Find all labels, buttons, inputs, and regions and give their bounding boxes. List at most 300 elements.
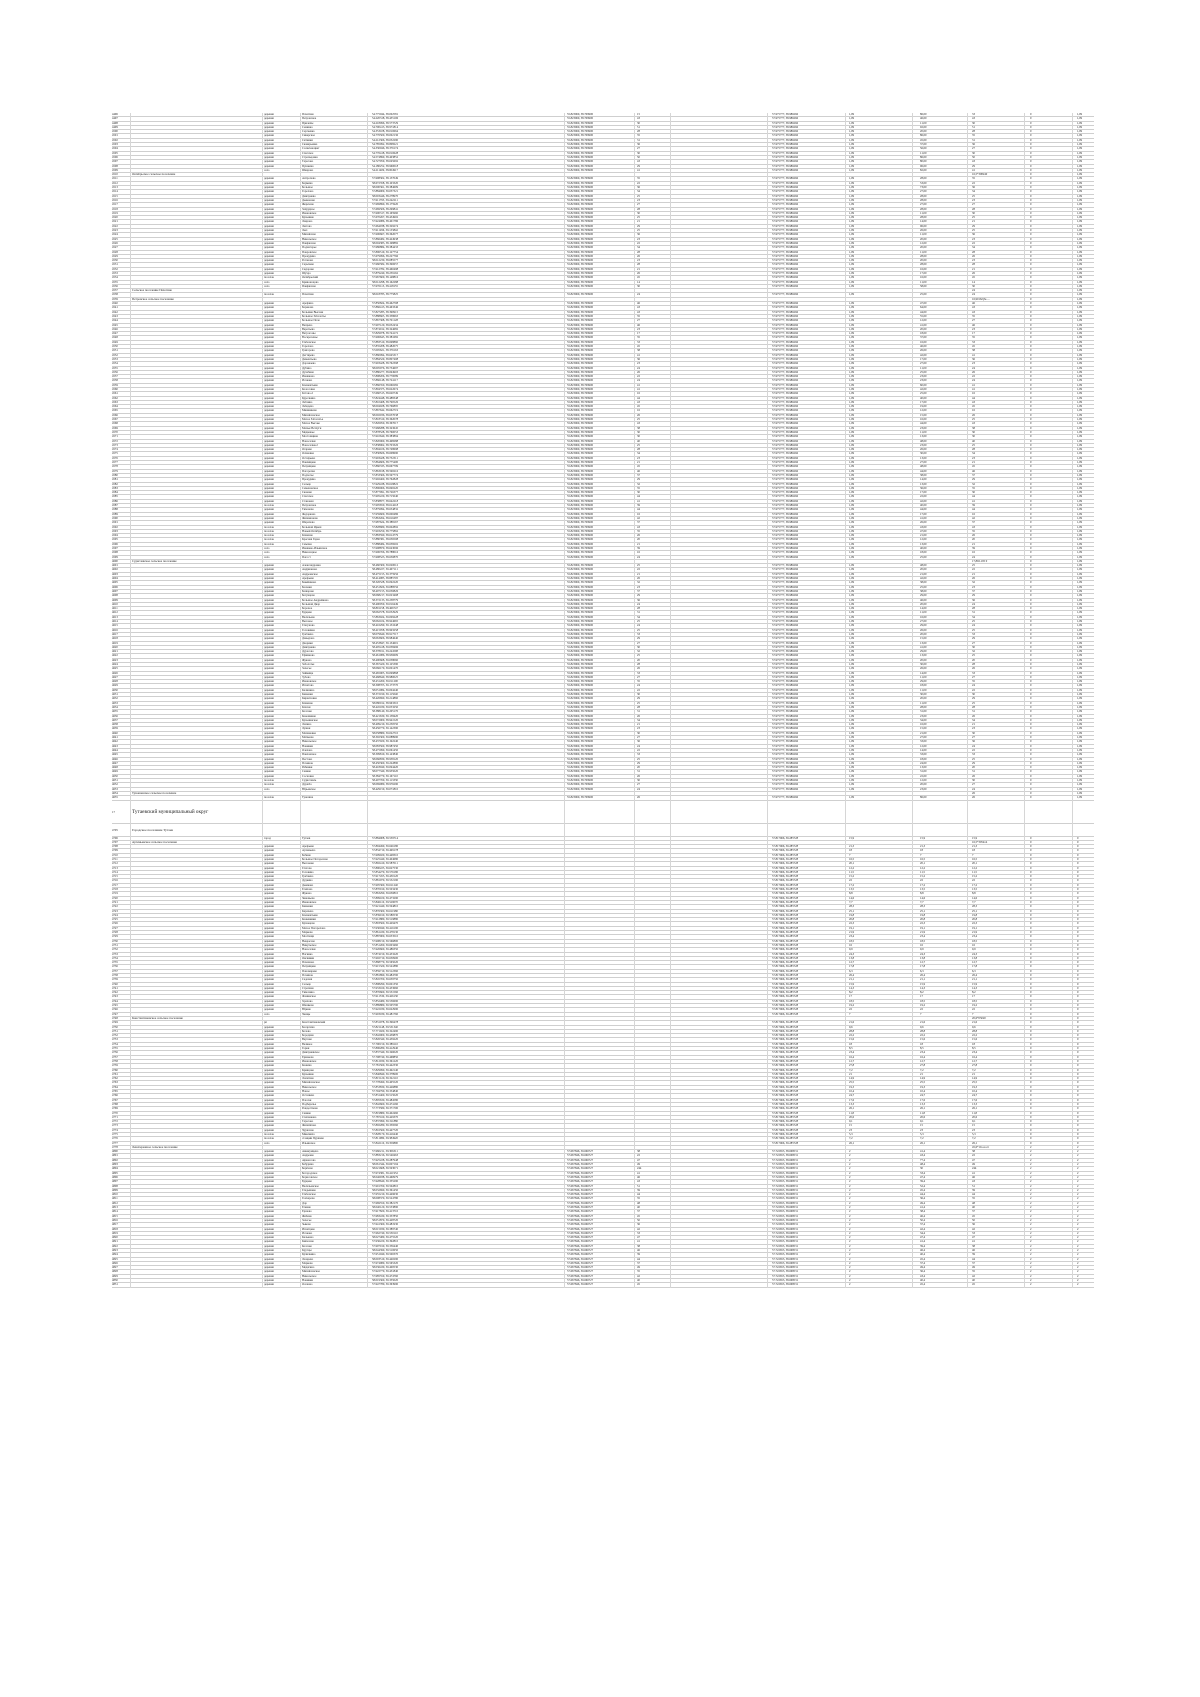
value-cell: 0 xyxy=(1030,1120,1050,1123)
coordinates-cell: 57.863290, 39.630810 xyxy=(372,892,462,895)
value-cell: 0 xyxy=(1030,169,1050,172)
district-center-coordinates-cell: 57.722653, 38.668531 xyxy=(772,1180,842,1183)
center-coordinates-cell: 57.667846, 39.666727 xyxy=(567,1266,637,1269)
value-cell: 30 xyxy=(972,646,1002,649)
value-cell: 1,09 xyxy=(849,629,869,632)
row-id-cell: 4552 xyxy=(112,354,130,357)
value-cell: 26 xyxy=(972,775,1002,778)
center-coordinates-cell: 55.823060, 38.709900 xyxy=(567,594,637,597)
value-cell: 17,00 xyxy=(920,491,950,494)
value-cell: 0 xyxy=(1030,693,1050,696)
coordinates-cell: 57.912880, 39.519880 xyxy=(372,918,462,921)
row-id-cell: 4591 xyxy=(112,521,130,524)
row-id-cell: 4534 xyxy=(112,276,130,279)
value-cell: 19,2 xyxy=(849,1004,869,1007)
district-center-coordinates-cell: 57.975777, 38.986266 xyxy=(772,564,842,567)
value-cell: 1,09 xyxy=(849,276,869,279)
coordinates-cell: 54.353108, 38.010664 xyxy=(372,130,462,133)
value-cell: 15,2 xyxy=(920,875,950,878)
coordinates-cell: 54.775044, 38.002581 xyxy=(372,113,462,116)
row-id-cell: 4744 xyxy=(112,1000,130,1003)
district-center-coordinates-cell: 57.722653, 38.668531 xyxy=(772,1206,842,1209)
row-id-cell: 4616 xyxy=(112,629,130,632)
value-cell: 92,00 xyxy=(920,126,950,129)
row-id-cell: 4627 xyxy=(112,676,130,679)
district-center-coordinates-cell: 57.975777, 38.986266 xyxy=(772,517,842,520)
value-cell: 1,09 xyxy=(1077,276,1097,279)
value-cell: 1,09 xyxy=(1077,143,1097,146)
value-cell: 34 xyxy=(972,616,1002,619)
row-id-cell: 4601 xyxy=(112,564,130,567)
value-cell: 0 xyxy=(1077,935,1097,938)
value-cell: 26,00 xyxy=(920,667,950,670)
settlement-name-cell: Лазарево xyxy=(302,1258,362,1261)
grid-divider xyxy=(967,113,968,1288)
settlement-name-cell: Козлово xyxy=(302,1245,362,1248)
row-id-cell: 4606 xyxy=(112,586,130,589)
settlement-type-cell: деревня xyxy=(264,1000,300,1003)
center-coordinates-cell: 55.823060, 38.709900 xyxy=(567,491,637,494)
center-coordinates-cell: 55.823060, 38.709900 xyxy=(567,113,637,116)
settlement-name-cell: Прокудино xyxy=(302,255,362,258)
district-center-coordinates-cell: 57.975777, 38.986266 xyxy=(772,736,842,739)
district-center-coordinates-cell: 57.975777, 38.986266 xyxy=(772,624,842,627)
value-cell: 1,09 xyxy=(849,672,869,675)
value-cell: 41,4 xyxy=(920,1206,950,1209)
distance-cell: 38 xyxy=(637,427,667,430)
spreadsheet-table xyxy=(112,113,1094,1288)
value-cell: 1,09 xyxy=(849,199,869,202)
value-cell: 2 xyxy=(1030,1253,1050,1256)
settlement-name-cell: Подберезье xyxy=(302,1103,362,1106)
coordinates-cell: 57.997120, 38.032434 xyxy=(372,324,462,327)
value-cell: 1,09 xyxy=(849,311,869,314)
value-cell: 1,09 xyxy=(1077,147,1097,150)
settlement-name-cell: Боровое xyxy=(302,607,362,610)
district-center-coordinates-cell: 57.975777, 38.986266 xyxy=(772,672,842,675)
settlement-type-cell: деревня xyxy=(264,440,300,443)
row-id-cell: 4500 xyxy=(112,130,130,133)
coordinates-cell: 57.976113, 38.418155 xyxy=(372,285,462,288)
settlement-type-cell: деревня xyxy=(264,1159,300,1162)
coordinates-cell: 57.903250, 38.775862 xyxy=(372,530,462,533)
value-cell: 25 xyxy=(972,620,1002,623)
value-cell: 86,00 xyxy=(920,113,950,116)
center-coordinates-cell: 55.823060, 38.709900 xyxy=(567,169,637,172)
coordinates-cell: 58.407155, 39.050826 xyxy=(372,590,462,593)
distance-cell: 31 xyxy=(637,139,667,142)
settlement-type-cell: деревня xyxy=(264,229,300,232)
row-id-cell: 4592 xyxy=(112,526,130,529)
district-center-coordinates-cell: 57.722653, 38.668531 xyxy=(772,1159,842,1162)
value-cell: 0 xyxy=(1077,1116,1097,1119)
value-cell: 36 xyxy=(972,740,1002,743)
settlement-name-cell: Роганово xyxy=(302,259,362,262)
coordinates-cell: 57.845700, 39.639750 xyxy=(372,978,462,981)
value-cell: 1,09 xyxy=(1077,513,1097,516)
settlement-name-cell: Дулебино xyxy=(302,371,362,374)
coordinates-cell: 58.429150, 39.071810 xyxy=(372,788,462,791)
value-cell: 17,6 xyxy=(920,1099,950,1102)
value-cell: 2 xyxy=(849,1253,869,1256)
district-center-coordinates-cell: 57.975777, 38.986266 xyxy=(772,190,842,193)
value-cell: 0 xyxy=(1030,957,1050,960)
value-cell: 0 xyxy=(1077,901,1097,904)
row-id-cell: 4515 xyxy=(112,195,130,198)
value-cell: 2 xyxy=(1030,1283,1050,1286)
settlement-type-cell: деревня xyxy=(264,379,300,382)
value-cell: 0 xyxy=(1030,577,1050,580)
distance-cell: 27 xyxy=(637,642,667,645)
row-id-cell: 4770 xyxy=(112,1112,130,1115)
district-center-coordinates-cell: 57.975777, 38.986266 xyxy=(772,607,842,610)
value-cell: 1,09 xyxy=(1077,354,1097,357)
distance-cell: 25 xyxy=(637,620,667,623)
value-cell: 0 xyxy=(1077,1051,1097,1054)
row-id-cell: 4705 xyxy=(112,824,130,836)
settlement-name-cell: Павлищево xyxy=(302,461,362,464)
row-id-cell: 4766 xyxy=(112,1094,130,1097)
district-center-coordinates-cell: 57.975777, 38.986266 xyxy=(772,418,842,421)
district-center-coordinates-cell: 57.817966, 39.285728 xyxy=(772,1004,842,1007)
value-cell: 0 xyxy=(1030,875,1050,878)
coordinates-cell: 57.819880, 39.402460 xyxy=(372,1112,462,1115)
value-cell: 27,00 xyxy=(920,362,950,365)
district-center-coordinates-cell: 57.975777, 38.986266 xyxy=(772,367,842,370)
center-coordinates-cell: 55.823060, 38.709900 xyxy=(567,401,637,404)
grid-divider xyxy=(670,113,671,1288)
value-cell: 0 xyxy=(1030,405,1050,408)
value-cell: 7,2 xyxy=(849,1069,869,1072)
value-cell: 28,8 xyxy=(920,1030,950,1033)
district-center-coordinates-cell: 57.975777, 38.986266 xyxy=(772,139,842,142)
value-cell: 1,09 xyxy=(1077,603,1097,606)
coordinates-cell: 58.062578, 39.052929 xyxy=(372,611,462,614)
value-cell: 11,00 xyxy=(920,152,950,155)
settlement-name-cell: Малое Заболотье xyxy=(302,418,362,421)
district-center-coordinates-cell: 57.975777, 38.986266 xyxy=(772,740,842,743)
distance-cell: 22 xyxy=(637,182,667,185)
coordinates-cell: 57.881890, 39.484790 xyxy=(372,974,462,977)
value-cell: 17,8 xyxy=(920,965,950,968)
district-center-coordinates-cell: 57.817966, 39.285728 xyxy=(772,1051,842,1054)
value-cell: 22,3 xyxy=(920,922,950,925)
district-center-coordinates-cell: 57.722653, 38.668531 xyxy=(772,1283,842,1286)
settlement-name-cell: Карачево xyxy=(302,910,362,913)
settlement-name-cell: Клементьево xyxy=(302,914,362,917)
value-cell: 14,3 xyxy=(849,987,869,990)
center-coordinates-cell: 55.823060, 38.709900 xyxy=(567,233,637,236)
value-cell: 64,00 xyxy=(920,306,950,309)
value-cell: 22 xyxy=(972,749,1002,752)
value-cell: 77,4 xyxy=(920,1159,950,1162)
settlement-type-cell: деревня xyxy=(264,457,300,460)
value-cell: 11,00 xyxy=(920,431,950,434)
value-cell: 28 xyxy=(972,263,1002,266)
value-cell: 16 xyxy=(849,944,869,947)
distance-cell: 28 xyxy=(637,251,667,254)
coordinates-cell: 58.068217, 39.023408 xyxy=(372,594,462,597)
value-cell: 0 xyxy=(1030,897,1050,900)
settlement-type-cell: поселок xyxy=(264,779,300,782)
coordinates-cell: 58.036430, 39.400530 xyxy=(372,1266,462,1269)
value-cell: 1,09 xyxy=(1077,134,1097,137)
district-center-coordinates-cell: 57.817966, 39.285728 xyxy=(772,965,842,968)
value-cell: 96,00 xyxy=(920,165,950,168)
value-cell: 16,4 xyxy=(972,1056,1002,1059)
row-id-cell: 4708 xyxy=(112,845,130,848)
settlement-name-cell: Скаварьевка xyxy=(302,143,362,146)
settlement-type-cell: поселок xyxy=(264,1137,300,1140)
value-cell: 40,00 xyxy=(920,547,950,550)
coordinates-cell: 57.912782, 38.460498 xyxy=(372,268,462,271)
value-cell: 1,09 xyxy=(849,182,869,185)
district-center-coordinates-cell: 57.975777, 38.986266 xyxy=(772,663,842,666)
value-cell: 1,09 xyxy=(1077,689,1097,692)
settlement-type-cell: поселок xyxy=(264,526,300,529)
district-center-coordinates-cell: 57.975777, 38.986266 xyxy=(772,203,842,206)
value-cell: 1,09 xyxy=(1077,272,1097,275)
value-cell: 0 xyxy=(1030,186,1050,189)
value-cell: 0 xyxy=(1030,1000,1050,1003)
coordinates-cell: 57.884529, 38.807408 xyxy=(372,358,462,361)
value-cell: 22 xyxy=(972,879,1002,882)
settlement-name-cell: Дудкино xyxy=(302,879,362,882)
coordinates-cell: 57.941360, 39.481930 xyxy=(372,1223,462,1226)
district-center-coordinates-cell: 57.817966, 39.285728 xyxy=(772,901,842,904)
row-id-cell: 4754 xyxy=(112,1043,130,1046)
value-cell: 0 xyxy=(1077,871,1097,874)
coordinates-cell: 57.936220, 39.392810 xyxy=(372,1240,462,1243)
settlement-name-cell: Прилепы xyxy=(302,122,362,125)
center-coordinates-cell: 55.823060, 38.709900 xyxy=(567,470,637,473)
district-center-coordinates-cell: 57.817966, 39.285728 xyxy=(772,858,842,861)
value-cell: 20,8 xyxy=(920,918,950,921)
center-coordinates-cell: 55.823060, 38.709900 xyxy=(567,375,637,378)
row-id-cell: 4569 xyxy=(112,427,130,430)
value-cell: 1,09 xyxy=(1077,358,1097,361)
value-cell: 11,00 xyxy=(920,212,950,215)
value-cell: 41,4 xyxy=(920,1240,950,1243)
settlement-type-cell: деревня xyxy=(264,581,300,584)
value-cell: 24,3 xyxy=(920,953,950,956)
value-cell: 1,09 xyxy=(1077,216,1097,219)
district-center-coordinates-cell: 57.975777, 38.986266 xyxy=(772,650,842,653)
value-cell: 1,09 xyxy=(1077,165,1097,168)
value-cell: 26 xyxy=(972,796,1002,799)
row-id-cell: 4543 xyxy=(112,315,130,318)
district-center-coordinates-cell: 57.722653, 38.668531 xyxy=(772,1236,842,1239)
settlement-name-cell: Сенинка xyxy=(302,126,362,129)
row-id-cell: 4654 xyxy=(112,792,130,795)
value-cell: 6,3 xyxy=(972,970,1002,973)
value-cell: 0 xyxy=(1030,375,1050,378)
district-center-coordinates-cell: 57.975777, 38.986266 xyxy=(772,251,842,254)
coordinates-cell: 57.771920, 39.322490 xyxy=(372,1030,462,1033)
settlement-name-cell: Матвеево xyxy=(302,736,362,739)
value-cell: 1,09 xyxy=(849,375,869,378)
value-cell: 0 xyxy=(1077,862,1097,865)
value-cell: 28 xyxy=(972,663,1002,666)
coordinates-cell: 57.820060, 38.498288 xyxy=(372,440,462,443)
value-cell: 31,00 xyxy=(920,770,950,773)
distance-cell: 28 xyxy=(637,663,667,666)
settlement-type-cell: деревня xyxy=(264,611,300,614)
row-id-cell: 4723 xyxy=(112,910,130,913)
row-id-cell: 4548 xyxy=(112,336,130,339)
coordinates-cell: 57.983430, 39.337850 xyxy=(372,1215,462,1218)
coordinates-cell: 57.892410, 39.587011 xyxy=(372,862,462,865)
settlement-name-cell: Михайловское xyxy=(302,1081,362,1084)
value-cell: 0 xyxy=(1077,1081,1097,1084)
settlement-name-cell: Ермаково xyxy=(302,1056,362,1059)
value-cell: 0 xyxy=(1030,199,1050,202)
coordinates-cell: 58.475155, 39.375956 xyxy=(372,573,462,576)
value-cell: 16,5 xyxy=(920,858,950,861)
value-cell: 56,00 xyxy=(920,147,950,150)
value-cell: 2 xyxy=(849,1219,869,1222)
value-cell: 21,00 xyxy=(920,573,950,576)
distance-cell: 24 xyxy=(637,293,667,296)
settlement-name-cell: Октябрьский xyxy=(302,276,362,279)
settlement-name-cell: Константиновский xyxy=(302,1021,362,1024)
value-cell: 1,09 xyxy=(849,723,869,726)
row-id-cell: 4496 xyxy=(112,113,130,116)
settlement-name-cell: Шашково xyxy=(302,1004,362,1007)
center-coordinates-cell: 55.823060, 38.709900 xyxy=(567,599,637,602)
value-cell: 26,1 xyxy=(972,1142,1002,1145)
center-coordinates-cell: 55.823060, 38.709900 xyxy=(567,543,637,546)
value-cell: 1,09 xyxy=(1077,586,1097,589)
value-cell: 33 xyxy=(972,341,1002,344)
center-coordinates-cell: 55.823060, 38.709900 xyxy=(567,246,637,249)
district-center-coordinates-cell: 57.975777, 38.986266 xyxy=(772,113,842,116)
value-cell: 21,9 xyxy=(849,931,869,934)
district-center-coordinates-cell: 57.975777, 38.986266 xyxy=(772,414,842,417)
settlement-type-cell: деревня xyxy=(264,667,300,670)
row-id-cell: 4824 xyxy=(112,1253,130,1256)
settlement-name-cell: Артемьево xyxy=(302,849,362,852)
settlement-name-cell: Исаково xyxy=(302,379,362,382)
row-id-cell: 4775 xyxy=(112,1133,130,1136)
value-cell: 20,1 xyxy=(920,862,950,865)
value-cell: 38 xyxy=(972,427,1002,430)
district-center-coordinates-cell: 57.975777, 38.986266 xyxy=(772,293,842,296)
value-cell: 44,4 xyxy=(920,1193,950,1196)
settlement-type-cell: деревня xyxy=(264,470,300,473)
settlement-type-cell: деревня xyxy=(264,603,300,606)
center-coordinates-cell: 57.667846, 39.666727 xyxy=(567,1172,637,1175)
value-cell: 0 xyxy=(1030,517,1050,520)
settlement-type-cell: деревня xyxy=(264,586,300,589)
value-cell: 55,00 xyxy=(920,315,950,318)
district-center-coordinates-cell: 57.975777, 38.986266 xyxy=(772,534,842,537)
settlement-name-cell: Богородское xyxy=(302,1172,362,1175)
value-cell: 46 xyxy=(972,470,1002,473)
center-coordinates-cell: 55.823060, 38.709900 xyxy=(567,251,637,254)
settlement-type-cell: деревня xyxy=(264,905,300,908)
row-id-cell: 4753 xyxy=(112,1038,130,1041)
settlement-type-cell: деревня xyxy=(264,513,300,516)
distance-cell: 46 xyxy=(637,1249,667,1252)
coordinates-cell: 57.880381, 38.656508 xyxy=(372,538,462,541)
value-cell: 43 xyxy=(972,117,1002,120)
coordinates-cell: 57.921440, 39.594810 xyxy=(372,905,462,908)
coordinates-cell: 57.903428, 38.762398 xyxy=(372,362,462,365)
settlement-type-cell: деревня xyxy=(264,414,300,417)
row-id-cell: 4531 xyxy=(112,263,130,266)
coordinates-cell: 57.960582, 38.390657 xyxy=(372,263,462,266)
settlement-type-cell: деревня xyxy=(264,871,300,874)
value-cell: 23 xyxy=(972,199,1002,202)
value-cell: 12,00 xyxy=(920,745,950,748)
settlement-name-cell: Баскаки xyxy=(302,586,362,589)
coordinates-cell: 57.866148, 38.724117 xyxy=(372,379,462,382)
district-center-coordinates-cell: 57.722653, 38.668531 xyxy=(772,1245,842,1248)
coordinates-cell: 57.893560, 39.429470 xyxy=(372,922,462,925)
value-cell: 1,09 xyxy=(1077,139,1097,142)
center-coordinates-cell: 55.823060, 38.709900 xyxy=(567,633,637,636)
center-coordinates-cell: 55.823060, 38.709900 xyxy=(567,212,637,215)
value-cell: 25,00 xyxy=(920,293,950,296)
center-coordinates-cell: 55.823060, 38.709900 xyxy=(567,306,637,309)
settlement-name-cell: Есипово xyxy=(302,888,362,891)
settlement-type-cell: деревня xyxy=(264,139,300,142)
center-coordinates-cell: 55.823060, 38.709900 xyxy=(567,770,637,773)
settlement-type-cell: деревня xyxy=(264,1112,300,1115)
coordinates-cell: 58.426690, 39.214860 xyxy=(372,697,462,700)
settlement-name-cell: Лебзино xyxy=(302,401,362,404)
value-cell: 27,8 xyxy=(972,1064,1002,1067)
value-cell: 0 xyxy=(1030,676,1050,679)
settlement-name-cell: станции Пуршево xyxy=(302,1137,362,1140)
row-id-cell: 4752 xyxy=(112,1034,130,1037)
row-id-cell: 4577 xyxy=(112,461,130,464)
district-center-coordinates-cell: 57.817966, 39.285728 xyxy=(772,867,842,870)
coordinates-cell: 57.888665, 38.338663 xyxy=(372,315,462,318)
value-cell: 30 xyxy=(972,693,1002,696)
district-center-coordinates-cell: 57.975777, 38.986266 xyxy=(772,169,842,172)
row-id-cell: 4594 xyxy=(112,534,130,537)
district-row xyxy=(112,801,1094,824)
value-cell: 1,09 xyxy=(1077,465,1097,468)
coordinates-cell: 57.838062, 38.703326 xyxy=(372,444,462,447)
value-cell: 8,2 xyxy=(849,991,869,994)
value-cell: 0 xyxy=(1077,1107,1097,1110)
value-cell: 2 xyxy=(1030,1167,1050,1170)
value-cell: 1,09 xyxy=(849,268,869,271)
value-cell: 1,09 xyxy=(849,710,869,713)
coordinates-cell: 57.900317, 38.165960 xyxy=(372,212,462,215)
district-center-coordinates-cell: 57.817966, 39.285728 xyxy=(772,1038,842,1041)
value-cell: 1,09 xyxy=(1077,556,1097,559)
value-cell: 33 xyxy=(972,113,1002,116)
settlement-type-cell: деревня xyxy=(264,1120,300,1123)
coordinates-cell: 57.899100, 39.473290 xyxy=(372,897,462,900)
value-cell: 0 xyxy=(1030,1043,1050,1046)
value-cell: 1,09 xyxy=(849,422,869,425)
row-id-cell: 4751 xyxy=(112,1030,130,1033)
value-cell: 7,2 xyxy=(972,1069,1002,1072)
row-id-cell: 4586 xyxy=(112,500,130,503)
settlement-type-cell: деревня xyxy=(264,156,300,159)
coordinates-cell: 57.866413, 38.463346 xyxy=(372,306,462,309)
value-cell: 11,5 xyxy=(972,871,1002,874)
value-cell: 2 xyxy=(1030,1232,1050,1235)
value-cell: 37,4 xyxy=(920,1262,950,1265)
value-cell: 0 xyxy=(1030,978,1050,981)
value-cell: 1,09 xyxy=(1077,599,1097,602)
